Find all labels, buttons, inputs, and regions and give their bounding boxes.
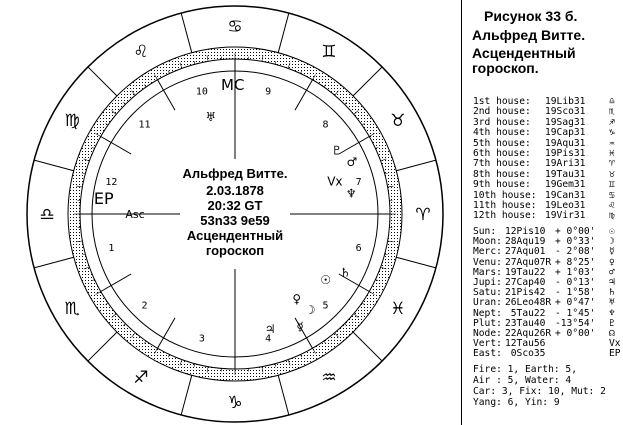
planet-position: 0Sco35 [505,348,546,360]
house-sign-icon: ♒ [609,137,615,149]
figure-title: Рисунок 33 б. [484,8,578,24]
planet-position: 22Aqu26R [505,328,552,339]
house-label: 11th house: [473,200,537,211]
center-name: Альфред Витте. [182,166,288,181]
house-sign-icon: ♊ [609,179,615,191]
planet-label: East: [473,348,502,360]
sign-divider [278,375,289,415]
planet-position: 27Aqu01 [505,246,546,258]
planet-icon: ☽ [609,236,615,248]
stats-modes: Car: 3, Fix: 10, Mut: 2 [473,386,606,397]
center-coords: 53n33 9e59 [200,213,270,228]
zodiac-sign-icon: ♌ [133,42,149,63]
planet-position: 12Pis10 [505,226,546,237]
planet-speed: + 1°03' [555,266,596,278]
house-row [473,106,585,117]
venus-icon: ♀ [292,291,302,306]
house-row [473,138,585,149]
house-number: 8 [322,119,329,131]
zodiac-sign-icon: ♈ [415,205,431,225]
zodiac-sign-icon: ♋ [227,17,243,37]
house-value: 19Cap31 [545,127,586,139]
neptune-icon: ♆ [345,186,357,201]
planet-icon: ☊ [609,328,615,339]
house-value: 19Aqu31 [545,137,586,149]
planet-speed: - 0°13' [555,277,596,288]
house-number: 11 [138,119,151,131]
planet-speed: + 0°33' [555,236,596,248]
zodiac-sign-icon: ♎ [39,205,55,225]
house-sign-icon: ♌ [609,200,615,211]
house-row [473,117,585,128]
mc-label: MC [221,76,245,95]
house-sign-icon: ♐ [609,116,615,128]
house-number: 4 [265,333,272,345]
sign-divider [396,160,436,171]
planet-icon: Vx [609,338,621,350]
house-label: 7th house: [473,158,531,170]
house-row [473,210,585,221]
house-sign-icon: ♑ [609,127,615,139]
house-row [473,127,585,138]
planet-speed: - 1°45' [555,307,596,319]
house-number: 3 [198,333,205,345]
planet-icon: ♇ [609,317,615,329]
house-label: 6th house: [473,148,531,159]
planet-speed: - 1°58' [555,287,596,299]
planet-position: 27Aqu07R [505,256,552,268]
planet-label: Uran: [473,297,502,309]
house-sign-icon: ♋ [609,189,615,201]
house-label: 2nd house: [473,106,531,118]
house-label: 12th house: [473,210,537,222]
planet-icon: ♄ [609,287,615,299]
house-row [473,179,585,190]
planet-position: 28Aqu19 [505,236,546,248]
planet-icon: ♀ [609,256,615,268]
house-number: 9 [265,86,272,98]
center-type-line1: Асцендентный [186,228,284,243]
house-sign-icon: ♏ [609,106,615,118]
house-value: 19Tau31 [545,168,586,180]
house-number: 6 [355,243,362,255]
house-value: 19Leo31 [545,200,586,211]
planet-icon: ♆ [609,307,615,319]
zodiac-sign-icon: ♉ [390,111,406,131]
planet-label: Node: [473,328,502,339]
planet-label: Jupi: [473,277,502,288]
zodiac-sign-icon: ♊ [321,42,337,63]
sign-divider [88,67,117,96]
mars-icon: ♂ [346,154,358,169]
house-number: 10 [195,86,208,98]
saturn-icon: ♄ [339,265,351,280]
house-label: 5th house: [473,137,531,149]
stats-elements-1: Fire: 1, Earth: 5, [473,364,577,375]
sign-divider [181,375,192,415]
house-number: 1 [108,243,115,255]
house-sign-icon: ♈ [609,158,615,170]
sign-divider [353,67,382,96]
zodiac-sign-icon: ♐ [133,367,149,388]
ep-label: EP [93,189,114,209]
house-row [473,96,585,107]
planet-position: 19Tau22 [505,266,546,278]
planet-position: 26Leo48R [505,297,552,309]
house-label: 10th house: [473,189,537,201]
asc-label: Asc [125,208,145,221]
stats-polarity: Yang: 6, Yin: 9 [473,397,560,408]
planet-position: 21Pis42 [505,287,546,299]
pluto-icon: ♇ [331,143,343,158]
planet-row [473,348,555,359]
planet-label: Sun: [473,226,497,237]
vertex-label: Vx [327,174,343,189]
house-label: 1st house: [473,96,531,107]
uranus-icon: ♅ [205,109,217,124]
planet-icon: ♂ [609,266,615,278]
house-label: 8th house: [473,168,531,180]
house-value: 19Lib31 [545,96,586,107]
sign-divider [278,13,289,53]
planet-speed: - 2°08' [555,246,596,258]
house-value: 19Pis31 [545,148,586,159]
planet-icon: EP [609,348,621,360]
figure-type-line1: Асцендентный [472,45,576,61]
house-number: 5 [322,300,329,312]
house-number: 12 [105,176,118,188]
house-row [473,200,585,211]
center-type-line2: гороскоп [205,243,265,258]
planet-position: 27Cap40 [505,277,546,288]
zodiac-sign-icon: ♒ [321,367,337,388]
planet-position: 12Tau56 [505,338,546,350]
planet-icon: ♃ [609,277,615,288]
planet-icon: ☿ [609,246,615,258]
zodiac-sign-icon: ♏ [64,299,80,319]
house-label: 3rd house: [473,116,531,128]
house-value: 19Vir31 [545,210,586,222]
planet-icon: ♅ [609,297,615,309]
sign-divider [396,257,436,268]
house-row [473,190,585,201]
planet-label: Plut: [473,317,502,329]
zodiac-sign-icon: ♓ [390,299,406,319]
center-date: 2.03.1878 [206,183,264,198]
mercury-icon: ☿ [296,319,304,334]
house-value: 19Can31 [545,189,586,201]
planet-speed: + 0°00' [555,328,596,339]
jupiter-icon: ♃ [264,321,276,336]
planet-label: Vert: [473,338,502,350]
planet-speed: + 0°00' [555,226,596,237]
house-row [473,148,585,159]
zodiac-sign-icon: ♑ [227,393,243,413]
planet-label: Mars: [473,266,502,278]
house-value: 19Ari31 [545,158,586,170]
house-row [473,169,585,180]
planet-speed: + 8°25' [555,256,596,268]
planet-speed: -13°54' [555,317,596,329]
stats-elements-2: Air : 5, Water: 4 [473,375,572,386]
house-value: 19Gem31 [545,179,586,191]
planet-label: Nept: [473,307,502,319]
house-number: 2 [141,300,148,312]
sign-divider [88,332,117,361]
house-value: 19Sco31 [545,106,586,118]
info-panel [461,0,623,425]
planet-label: Satu: [473,287,502,299]
house-row [473,158,585,169]
planet-label: Venu: [473,256,502,268]
moon-icon: ☽ [304,303,316,318]
sun-icon: ☉ [320,272,331,287]
house-value: 19Sag31 [545,116,586,128]
house-sign-icon: ♓ [609,148,615,159]
sign-divider [181,13,192,53]
sign-divider [353,332,382,361]
sign-divider [34,257,74,268]
house-number: 7 [355,176,362,188]
house-sign-icon: ♎ [609,96,615,107]
house-label: 9th house: [473,179,531,191]
zodiac-sign-icon: ♍ [64,111,80,131]
planet-speed: + 0°47' [555,297,596,309]
sign-divider [34,160,74,171]
planet-label: Moon: [473,236,502,248]
figure-type-line2: гороскоп. [472,60,539,76]
planet-position: 23Tau40 [505,317,546,329]
figure-subject: Альфред Витте. [472,27,586,43]
planet-position: 5Tau22 [505,307,546,319]
planet-icon: ☉ [609,226,615,237]
house-sign-icon: ♍ [609,210,615,222]
house-label: 4th house: [473,127,531,139]
planet-label: Merc: [473,246,502,258]
house-sign-icon: ♉ [609,168,615,180]
center-time: 20:32 GT [207,198,263,213]
